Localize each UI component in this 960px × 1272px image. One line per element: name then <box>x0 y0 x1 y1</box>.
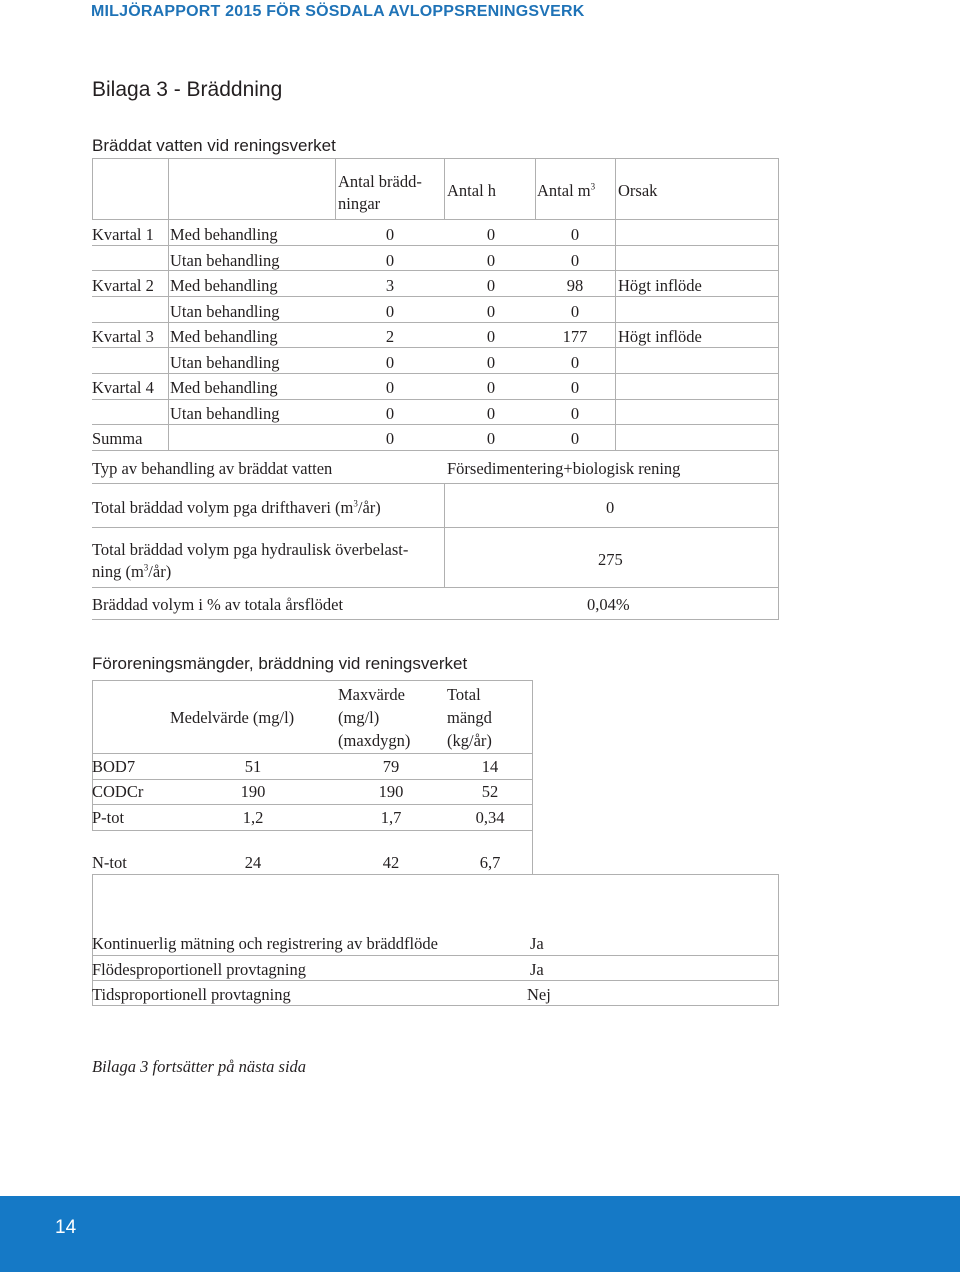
page-title: Bilaga 3 - Bräddning <box>92 78 283 101</box>
param-label: CODCr <box>92 782 144 801</box>
cell-antal: 0 <box>385 429 395 448</box>
braddad-procent-label: Bräddad volym i % av totala årsflödet <box>92 595 344 614</box>
cell-total: 0,34 <box>475 808 505 827</box>
section-title-fororeningsmangder: Föroreningsmängder, bräddning vid reningsverket <box>92 654 468 673</box>
cell-total: 6,7 <box>479 853 501 872</box>
param-label: P-tot <box>92 808 125 827</box>
row-label: Utan behandling <box>170 404 280 423</box>
cell-max: 42 <box>382 853 400 872</box>
param-label: BOD7 <box>92 757 136 776</box>
matning-label: Flödesproportionell provtagning <box>92 960 307 979</box>
col-header-antal-h: Antal h <box>447 181 497 200</box>
drifthaveri-label: Total bräddad volym pga drifthaveri $(m^3/år)$ <box>92 498 381 517</box>
col-header-antal-breddningar-1: Antal brädd- <box>338 172 422 191</box>
matning-label: Tidsproportionell provtagning <box>92 985 291 1004</box>
continues-note: Bilaga 3 fortsätter på nästa sida <box>92 1057 307 1076</box>
braddad-procent-value: 0,04% <box>587 595 630 614</box>
cell-h: 0 <box>486 276 496 295</box>
col-header-antal-breddningar-2: ningar <box>338 194 381 213</box>
cell-max: 79 <box>382 757 400 776</box>
cell-h: 0 <box>486 251 496 270</box>
row-group-label: Kvartal 4 <box>92 378 154 397</box>
cell-m3: 177 <box>562 327 588 346</box>
footer-bar <box>0 1196 960 1272</box>
cell-m3: 0 <box>570 225 580 244</box>
cell-orsak: Högt inflöde <box>618 327 702 346</box>
col-header-total-2: mängd <box>447 708 492 727</box>
col-header-medelvarde: Medelvärde (mg/l) <box>170 708 295 727</box>
drifthaveri-value: 0 <box>606 498 615 517</box>
page-number: 14 <box>55 1217 77 1238</box>
param-label: N-tot <box>92 853 127 872</box>
section-title-braddat-vatten: Bräddat vatten vid reningsverket <box>92 136 336 155</box>
row-group-label: Summa <box>92 429 143 448</box>
cell-antal: 0 <box>385 225 395 244</box>
cell-h: 0 <box>486 225 496 244</box>
col-header-total-3: (kg/år) <box>447 731 492 750</box>
cell-antal: 0 <box>385 251 395 270</box>
cell-antal: 3 <box>385 276 395 295</box>
cell-medel: 51 <box>244 757 262 776</box>
typ-av-behandling-label: Typ av behandling av bräddat vatten <box>92 459 333 478</box>
cell-medel: 1,2 <box>242 808 264 827</box>
row-label: Med behandling <box>170 327 278 346</box>
matning-label: Kontinuerlig mätning och registrering av bräddflöde <box>92 934 438 953</box>
cell-antal: 0 <box>385 404 395 423</box>
cell-m3: 0 <box>570 353 580 372</box>
row-label: Med behandling <box>170 276 278 295</box>
report-header: MILJÖRAPPORT 2015 FÖR SÖSDALA AVLOPPSRENINGSVERK <box>91 3 585 20</box>
cell-m3: 0 <box>570 404 580 423</box>
cell-h: 0 <box>486 353 496 372</box>
cell-medel: 190 <box>240 782 266 801</box>
cell-medel: 24 <box>244 853 262 872</box>
col-header-maxvarde-2: (mg/l) <box>338 708 380 727</box>
cell-h: 0 <box>486 327 496 346</box>
col-header-maxvarde-1: Maxvärde <box>338 685 405 704</box>
matning-value: Ja <box>530 960 544 979</box>
row-group-label: Kvartal 2 <box>92 276 154 295</box>
row-group-label: Kvartal 3 <box>92 327 154 346</box>
cell-h: 0 <box>486 378 496 397</box>
cell-max: 1,7 <box>380 808 402 827</box>
cell-antal: 0 <box>385 378 395 397</box>
matning-value: Ja <box>530 934 544 953</box>
cell-m3: 98 <box>566 276 584 295</box>
cell-h: 0 <box>486 302 496 321</box>
cell-orsak: Högt inflöde <box>618 276 702 295</box>
cell-antal: 0 <box>385 302 395 321</box>
cell-h: 0 <box>486 429 496 448</box>
hydraulisk-value: 275 <box>598 550 623 569</box>
cell-antal: 0 <box>385 353 395 372</box>
cell-h: 0 <box>486 404 496 423</box>
col-header-orsak: Orsak <box>618 181 658 200</box>
matning-value: Nej <box>527 985 551 1004</box>
col-header-antal-m3: Antal $m^3$ <box>537 181 596 200</box>
cell-antal: 2 <box>385 327 395 346</box>
row-label: Med behandling <box>170 378 278 397</box>
typ-av-behandling-value: Försedimentering+biologisk rening <box>447 459 681 478</box>
cell-total: 52 <box>481 782 499 801</box>
col-header-total-1: Total <box>447 685 481 704</box>
cell-m3: 0 <box>570 251 580 270</box>
cell-m3: 0 <box>570 302 580 321</box>
cell-max: 190 <box>378 782 404 801</box>
row-label: Med behandling <box>170 225 278 244</box>
row-label: Utan behandling <box>170 353 280 372</box>
row-label: Utan behandling <box>170 302 280 321</box>
col-header-maxvarde-3: (maxdygn) <box>338 731 411 750</box>
hydraulisk-label-line2: ning $(m^3/år)$ <box>92 562 172 581</box>
cell-m3: 0 <box>570 378 580 397</box>
hydraulisk-label-line1: Total bräddad volym pga hydraulisk överbelast- <box>92 540 409 559</box>
row-label: Utan behandling <box>170 251 280 270</box>
cell-m3: 0 <box>570 429 580 448</box>
row-group-label: Kvartal 1 <box>92 225 154 244</box>
cell-total: 14 <box>481 757 499 776</box>
